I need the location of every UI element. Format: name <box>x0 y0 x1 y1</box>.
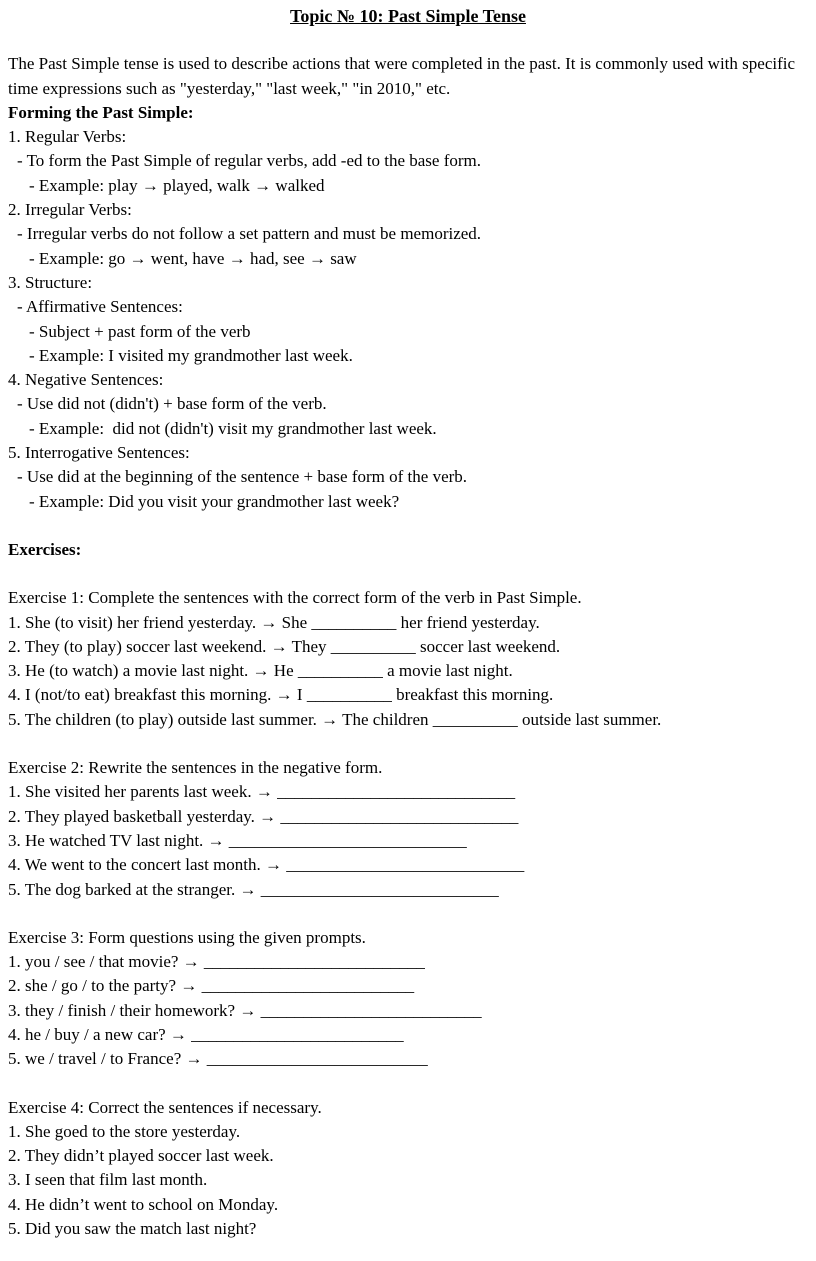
exercise-item: 2. she / go / to the party? → _________________________ <box>8 976 415 996</box>
forming-line: - Use did not (didn't) + base form of the verb. <box>17 394 327 414</box>
exercise-item: 3. I seen that film last month. <box>8 1170 208 1190</box>
exercise-item: 4. He didn’t went to school on Monday. <box>8 1194 279 1214</box>
forming-line: 5. Interrogative Sentences: <box>8 443 190 463</box>
exercise-4 <box>8 1096 808 1242</box>
exercise-item: 4. I (not/to eat) breakfast this morning. → I __________ breakfast this morning. <box>8 685 554 705</box>
page-title: Topic № 10: Past Simple Tense <box>290 6 526 26</box>
exercises-heading: Exercises: <box>8 539 82 559</box>
forming-line: - Example: play → played, walk → walked <box>29 175 325 195</box>
exercise-item: 1. She (to visit) her friend yesterday. → She __________ her friend yesterday. <box>8 612 540 632</box>
exercise-item: 4. he / buy / a new car? → _________________________ <box>8 1024 404 1044</box>
exercise-item: 2. They (to play) soccer last weekend. → They __________ soccer last weekend. <box>8 636 561 656</box>
forming-section <box>8 125 808 514</box>
forming-line: - Affirmative Sentences: <box>17 297 183 317</box>
forming-line: 3. Structure: <box>8 272 93 292</box>
forming-line: - Use did at the beginning of the sentence + base form of the verb. <box>17 467 468 487</box>
exercise-item: 1. She goed to the store yesterday. <box>8 1121 241 1141</box>
exercise-item: 3. He watched TV last night. → ____________________________ <box>8 830 467 850</box>
exercise-item: 1. you / see / that movie? → __________________________ <box>8 952 425 972</box>
forming-line: - Example: go → went, have → had, see → saw <box>29 248 357 268</box>
exercise-item: 3. they / finish / their homework? → __________________________ <box>8 1000 482 1020</box>
exercise-title: Exercise 1: Complete the sentences with the correct form of the verb in Past Simple. <box>8 588 582 608</box>
forming-line: - Example: Did you visit your grandmother last week? <box>29 491 400 511</box>
forming-heading: Forming the Past Simple: <box>8 102 194 122</box>
exercise-item: 5. we / travel / to France? → __________________________ <box>8 1049 428 1069</box>
forming-line: 1. Regular Verbs: <box>8 127 127 147</box>
forming-line: - Example: I visited my grandmother last week. <box>29 345 353 365</box>
exercise-title: Exercise 4: Correct the sentences if necessary. <box>8 1097 322 1117</box>
exercise-item: 3. He (to watch) a movie last night. → He __________ a movie last night. <box>8 661 513 681</box>
forming-line: - Irregular verbs do not follow a set pattern and must be memorized. <box>17 224 482 244</box>
exercise-title: Exercise 3: Form questions using the given prompts. <box>8 927 366 947</box>
forming-line: - To form the Past Simple of regular verbs, add -ed to the base form. <box>17 151 481 171</box>
forming-line: 2. Irregular Verbs: <box>8 200 132 220</box>
forming-line: - Example: did not (didn't) visit my grandmother last week. <box>29 418 437 438</box>
forming-line: 4. Negative Sentences: <box>8 370 164 390</box>
exercise-item: 5. Did you saw the match last night? <box>8 1219 257 1239</box>
exercise-3 <box>8 926 808 1072</box>
intro-paragraph: The Past Simple tense is used to describe actions that were completed in the past. It is commonly used with specific time expressions such as "yesterday," "last week," "in 2010," etc. <box>8 54 800 98</box>
exercise-2 <box>8 756 808 902</box>
exercise-item: 2. They didn’t played soccer last week. <box>8 1146 274 1166</box>
exercise-title: Exercise 2: Rewrite the sentences in the negative form. <box>8 758 383 778</box>
exercise-item: 1. She visited her parents last week. → ____________________________ <box>8 782 516 802</box>
exercise-item: 5. The dog barked at the stranger. → ____________________________ <box>8 879 499 899</box>
exercise-item: 4. We went to the concert last month. → ____________________________ <box>8 855 525 875</box>
exercise-item: 2. They played basketball yesterday. → ____________________________ <box>8 806 519 826</box>
exercise-item: 5. The children (to play) outside last summer. → The children __________ outside last summer. <box>8 709 662 729</box>
forming-line: - Subject + past form of the verb <box>29 321 251 341</box>
exercise-1 <box>8 586 808 732</box>
